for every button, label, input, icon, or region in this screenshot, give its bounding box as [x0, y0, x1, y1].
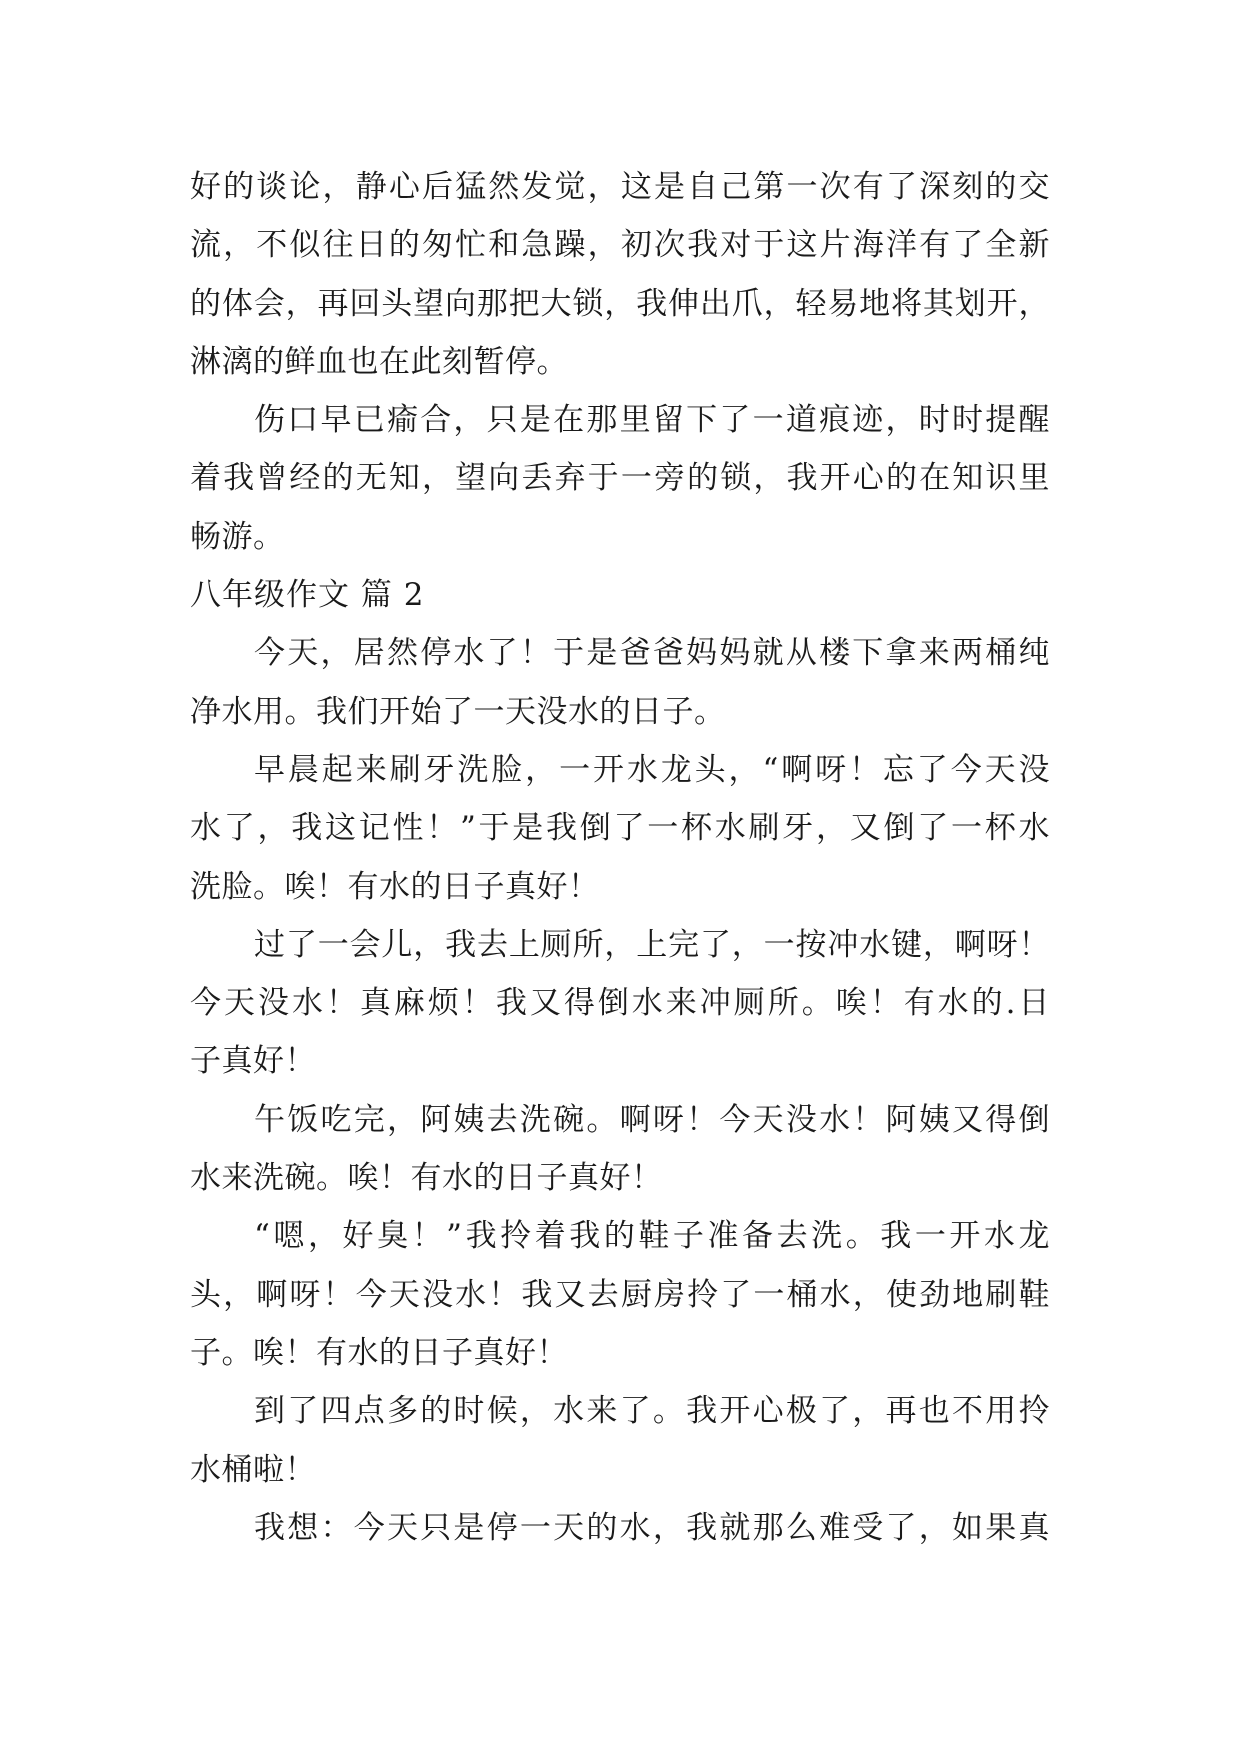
- text-line: 早晨起来刷牙洗脸，一开水龙头，“啊呀！忘了今天没: [254, 751, 1050, 788]
- text-line: 着我曾经的无知，望向丢弃于一旁的锁，我开心的在知识里: [190, 460, 1050, 497]
- text-line: 净水用。我们开始了一天没水的日子。: [190, 693, 726, 730]
- text-line: 水了，我这记性！”于是我倒了一杯水刷牙，又倒了一杯水: [190, 810, 1050, 847]
- text-line: 我想：今天只是停一天的水，我就那么难受了，如果真: [254, 1509, 1050, 1546]
- text-line: 好的谈论，静心后猛然发觉，这是自己第一次有了深刻的交: [190, 169, 1050, 205]
- text-line: 到了四点多的时候，水来了。我开心极了，再也不用拎: [254, 1393, 1050, 1430]
- text-line: 今天没水！真麻烦！我又得倒水来冲厕所。唉！有水的.日: [190, 985, 1050, 1022]
- text-line: 今天，居然停水了！于是爸爸妈妈就从楼下拿来两桶纯: [254, 635, 1050, 672]
- text-line: 水桶啦！: [190, 1451, 316, 1488]
- text-line: 的体会，再回头望向那把大锁，我伸出爪，轻易地将其划开，: [190, 285, 1050, 322]
- text-line: 头，啊呀！今天没水！我又去厨房拎了一桶水，使劲地刷鞋: [190, 1276, 1050, 1313]
- text-line: 午饭吃完，阿姨去洗碗。啊呀！今天没水！阿姨又得倒: [254, 1101, 1050, 1138]
- text-line: “嗯，好臭！”我拎着我的鞋子准备去洗。我一开水龙: [254, 1218, 1050, 1255]
- text-line: 水来洗碗。唉！有水的日子真好！: [190, 1160, 663, 1197]
- section-heading: 八年级作文 篇 2: [190, 577, 425, 614]
- text-line: 畅游。: [190, 518, 285, 555]
- text-line: 过了一会儿，我去上厕所，上完了，一按冲水键，啊呀！: [254, 926, 1050, 963]
- text-line: 淋漓的鲜血也在此刻暂停。: [190, 343, 568, 380]
- text-line: 流，不似往日的匆忙和急躁，初次我对于这片海洋有了全新: [190, 227, 1050, 264]
- document-body: [190, 158, 1050, 1557]
- text-line: 子真好！: [190, 1043, 316, 1080]
- text-line: 洗脸。唉！有水的日子真好！: [190, 868, 600, 905]
- text-line: 伤口早已瘉合，只是在那里留下了一道痕迹，时时提醒: [254, 402, 1050, 439]
- text-line: 子。唉！有水的日子真好！: [190, 1334, 568, 1371]
